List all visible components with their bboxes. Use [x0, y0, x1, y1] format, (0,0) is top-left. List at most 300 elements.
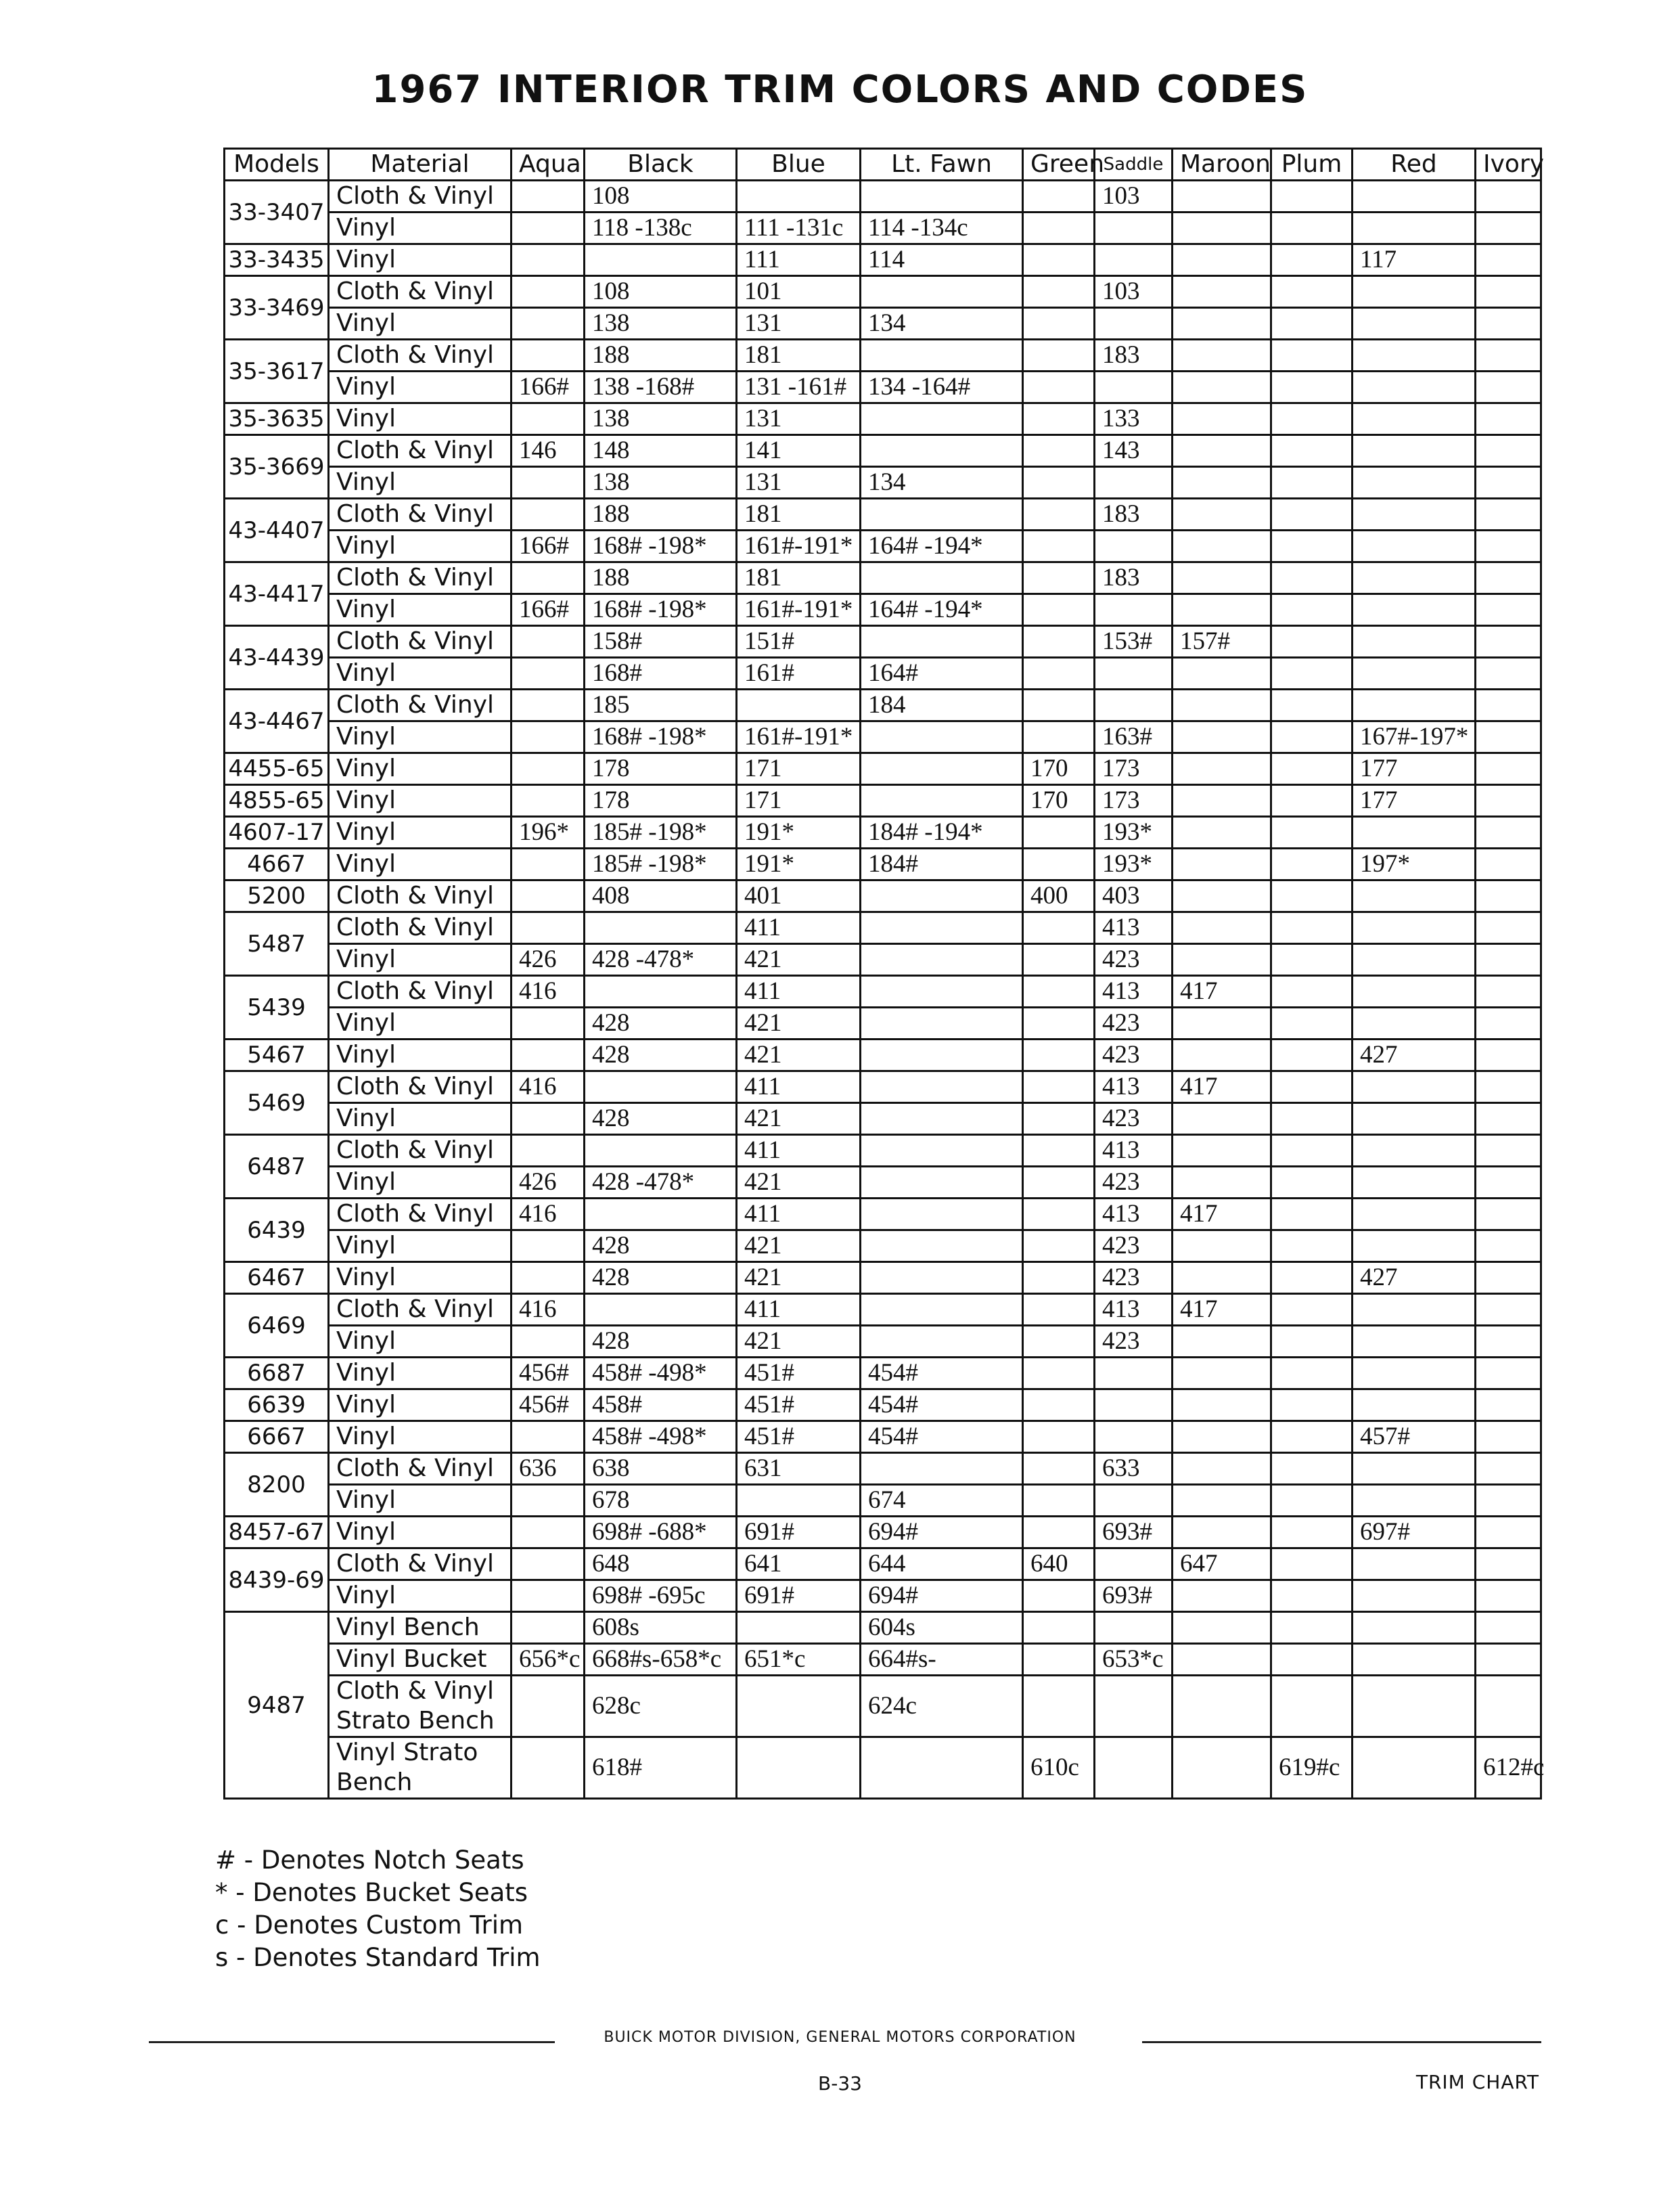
trim-code-cell [1095, 1676, 1173, 1737]
material-cell: Vinyl [329, 1230, 512, 1262]
trim-code-cell [861, 1199, 1023, 1230]
trim-code-cell: 413 [1095, 912, 1173, 944]
trim-code-cell: 413 [1095, 976, 1173, 1008]
trim-code-cell [861, 181, 1023, 213]
trim-code-cell: 668#s-658*c [585, 1644, 737, 1676]
trim-code-cell [1271, 372, 1353, 403]
trim-code-cell: 146 [512, 435, 585, 467]
trim-code-cell [1173, 1676, 1271, 1737]
trim-code-cell: 426 [512, 944, 585, 976]
trim-code-cell [1476, 1199, 1541, 1230]
trim-code-cell: 451# [737, 1421, 861, 1453]
trim-code-cell [512, 785, 585, 817]
table-row [225, 658, 1541, 690]
trim-code-cell [1271, 403, 1353, 435]
trim-code-cell [1476, 944, 1541, 976]
trim-code-cell [1271, 785, 1353, 817]
trim-code-cell [1023, 1612, 1095, 1644]
material-cell: Vinyl Bucket [329, 1644, 512, 1676]
trim-code-cell [1023, 1358, 1095, 1389]
trim-code-cell [1173, 1485, 1271, 1517]
trim-code-cell: 604s [861, 1612, 1023, 1644]
trim-code-cell [512, 308, 585, 340]
material-cell: Vinyl [329, 785, 512, 817]
trim-code-cell [1023, 1644, 1095, 1676]
trim-code-cell: 108 [585, 276, 737, 308]
trim-code-cell: 197* [1353, 849, 1476, 880]
trim-code-cell [1173, 531, 1271, 562]
table-row [225, 1485, 1541, 1517]
table-row [225, 1548, 1541, 1580]
trim-code-cell [861, 403, 1023, 435]
trim-code-cell [1173, 467, 1271, 499]
trim-code-cell: 118 -138c [585, 213, 737, 244]
trim-code-cell: 168# [585, 658, 737, 690]
trim-code-cell [737, 690, 861, 721]
trim-code-cell [512, 276, 585, 308]
material-cell: Vinyl Strato Bench [329, 1737, 512, 1799]
trim-code-cell: 610c [1023, 1737, 1095, 1799]
trim-code-cell: 423 [1095, 1326, 1173, 1358]
material-cell: Cloth & Vinyl [329, 499, 512, 531]
trim-code-cell: 423 [1095, 1167, 1173, 1199]
trim-code-cell: 451# [737, 1389, 861, 1421]
trim-code-cell: 177 [1353, 753, 1476, 785]
trim-code-cell [1173, 1421, 1271, 1453]
trim-code-cell: 698# -695c [585, 1580, 737, 1612]
legend-item-bucket-seats: * - Denotes Bucket Seats [215, 1878, 528, 1907]
trim-code-cell: 608s [585, 1612, 737, 1644]
trim-code-cell [737, 1737, 861, 1799]
material-cell: Cloth & Vinyl [329, 626, 512, 658]
trim-code-cell [1173, 1453, 1271, 1485]
trim-code-cell: 628c [585, 1676, 737, 1737]
trim-code-cell [1173, 276, 1271, 308]
trim-code-cell: 428 [585, 1040, 737, 1071]
trim-code-cell [1095, 1612, 1173, 1644]
trim-code-cell [1173, 1580, 1271, 1612]
legend-item-notch-seats: # - Denotes Notch Seats [215, 1846, 524, 1875]
trim-code-cell [585, 976, 737, 1008]
trim-code-cell: 131 [737, 403, 861, 435]
trim-code-cell [1476, 626, 1541, 658]
trim-code-cell [737, 1485, 861, 1517]
material-cell: Vinyl [329, 403, 512, 435]
trim-code-cell [1353, 1135, 1476, 1167]
model-cell: 35-3635 [225, 403, 329, 435]
trim-code-cell: 427 [1353, 1262, 1476, 1294]
trim-code-cell: 423 [1095, 1103, 1173, 1135]
trim-code-cell: 693# [1095, 1517, 1173, 1548]
trim-code-cell [1271, 1517, 1353, 1548]
trim-code-cell: 141 [737, 435, 861, 467]
trim-code-cell [1173, 785, 1271, 817]
trim-code-cell: 164# [861, 658, 1023, 690]
legend-item-standard-trim: s - Denotes Standard Trim [215, 1943, 541, 1972]
table-row [225, 1262, 1541, 1294]
trim-code-cell: 413 [1095, 1294, 1173, 1326]
table-row [225, 213, 1541, 244]
trim-code-cell [1476, 276, 1541, 308]
table-row [225, 1644, 1541, 1676]
model-cell: 5439 [225, 976, 329, 1040]
trim-code-cell: 131 [737, 467, 861, 499]
trim-code-cell [1271, 1103, 1353, 1135]
trim-code-cell [1173, 340, 1271, 372]
trim-code-cell: 413 [1095, 1199, 1173, 1230]
trim-code-cell [861, 435, 1023, 467]
trim-code-cell [1476, 880, 1541, 912]
trim-code-cell [1023, 372, 1095, 403]
trim-code-cell: 428 [585, 1103, 737, 1135]
trim-code-cell [512, 1485, 585, 1517]
trim-code-cell [1271, 976, 1353, 1008]
trim-code-cell [1173, 213, 1271, 244]
trim-code-cell [861, 880, 1023, 912]
model-cell: 4455-65 [225, 753, 329, 785]
table-row [225, 467, 1541, 499]
trim-code-cell [1476, 1294, 1541, 1326]
trim-code-cell [1271, 1326, 1353, 1358]
material-cell: Vinyl [329, 944, 512, 976]
trim-code-cell [1173, 1612, 1271, 1644]
trim-code-cell: 408 [585, 880, 737, 912]
trim-code-cell: 417 [1173, 1071, 1271, 1103]
trim-code-cell [1023, 1262, 1095, 1294]
trim-code-cell: 401 [737, 880, 861, 912]
trim-code-cell [1271, 1040, 1353, 1071]
trim-code-cell [1476, 785, 1541, 817]
trim-code-cell [512, 1517, 585, 1548]
trim-code-cell [1271, 721, 1353, 753]
trim-code-cell: 456# [512, 1358, 585, 1389]
trim-code-cell: 694# [861, 1517, 1023, 1548]
trim-code-cell [1353, 1644, 1476, 1676]
trim-code-cell: 678 [585, 1485, 737, 1517]
trim-code-cell [1173, 1262, 1271, 1294]
trim-code-cell: 411 [737, 1135, 861, 1167]
trim-code-cell [1271, 276, 1353, 308]
trim-code-cell [1271, 531, 1353, 562]
trim-code-cell: 454# [861, 1421, 1023, 1453]
trim-code-cell [861, 1326, 1023, 1358]
trim-code-cell: 458# -498* [585, 1358, 737, 1389]
trim-code-cell [1271, 1199, 1353, 1230]
legend-item-custom-trim: c - Denotes Custom Trim [215, 1911, 524, 1940]
section-label: TRIM CHART [1415, 2071, 1539, 2093]
trim-code-cell: 158# [585, 626, 737, 658]
trim-code-cell: 163# [1095, 721, 1173, 753]
model-cell: 5469 [225, 1071, 329, 1135]
trim-code-cell [1173, 1389, 1271, 1421]
trim-code-cell [737, 1612, 861, 1644]
table-row [225, 817, 1541, 849]
trim-code-cell [1173, 1103, 1271, 1135]
trim-code-cell [1023, 817, 1095, 849]
trim-code-cell: 633 [1095, 1453, 1173, 1485]
trim-code-cell [1476, 435, 1541, 467]
trim-code-cell [1271, 1135, 1353, 1167]
trim-code-cell [1023, 1040, 1095, 1071]
trim-code-cell [1353, 531, 1476, 562]
trim-code-cell [512, 1676, 585, 1737]
trim-code-cell [512, 499, 585, 531]
trim-code-cell [512, 912, 585, 944]
trim-code-cell [1271, 1612, 1353, 1644]
trim-code-cell [512, 880, 585, 912]
trim-code-cell [1023, 340, 1095, 372]
trim-code-cell [1476, 658, 1541, 690]
trim-code-cell: 428 -478* [585, 944, 737, 976]
trim-code-cell: 423 [1095, 1040, 1173, 1071]
trim-code-cell: 185# -198* [585, 849, 737, 880]
trim-code-cell [1476, 1326, 1541, 1358]
table-header-row [225, 149, 1541, 181]
material-cell: Cloth & Vinyl [329, 1548, 512, 1580]
model-cell: 6439 [225, 1199, 329, 1262]
trim-code-cell: 653*c [1095, 1644, 1173, 1676]
trim-code-cell [1023, 276, 1095, 308]
trim-code-cell [1476, 1421, 1541, 1453]
trim-code-cell: 423 [1095, 944, 1173, 976]
trim-code-cell: 164# -194* [861, 594, 1023, 626]
trim-table [223, 148, 1545, 1800]
trim-code-cell [1173, 1040, 1271, 1071]
trim-code-cell [512, 1612, 585, 1644]
trim-code-cell [1271, 1421, 1353, 1453]
trim-code-cell [512, 1421, 585, 1453]
trim-code-cell [1271, 1580, 1353, 1612]
trim-code-cell [1271, 912, 1353, 944]
trim-code-cell: 131 -161# [737, 372, 861, 403]
trim-code-cell [1023, 1167, 1095, 1199]
trim-code-cell [1476, 721, 1541, 753]
trim-code-cell [1023, 1580, 1095, 1612]
trim-code-cell: 114 [861, 244, 1023, 276]
trim-code-cell: 188 [585, 562, 737, 594]
material-cell: Cloth & Vinyl [329, 1071, 512, 1103]
trim-code-cell [1023, 1294, 1095, 1326]
table-row [225, 308, 1541, 340]
trim-code-cell: 184 [861, 690, 1023, 721]
trim-code-cell: 168# -198* [585, 531, 737, 562]
trim-code-cell [861, 976, 1023, 1008]
trim-code-cell: 638 [585, 1453, 737, 1485]
trim-code-cell: 193* [1095, 817, 1173, 849]
trim-code-cell: 421 [737, 1040, 861, 1071]
trim-code-cell [1173, 912, 1271, 944]
model-cell: 43-4417 [225, 562, 329, 626]
trim-code-cell [1476, 1008, 1541, 1040]
trim-code-cell [1023, 1230, 1095, 1262]
trim-code-cell [1476, 976, 1541, 1008]
model-cell: 6469 [225, 1294, 329, 1358]
trim-code-cell: 103 [1095, 276, 1173, 308]
trim-code-cell [1173, 1167, 1271, 1199]
material-cell: Vinyl [329, 1485, 512, 1517]
trim-code-cell: 457# [1353, 1421, 1476, 1453]
material-cell: Cloth & Vinyl [329, 1135, 512, 1167]
trim-code-cell: 640 [1023, 1548, 1095, 1580]
trim-code-cell [737, 1676, 861, 1737]
table-row [225, 1517, 1541, 1548]
table-row [225, 499, 1541, 531]
trim-code-cell: 191* [737, 849, 861, 880]
trim-code-cell: 143 [1095, 435, 1173, 467]
trim-code-cell [512, 1103, 585, 1135]
trim-code-cell [1023, 976, 1095, 1008]
table-row [225, 372, 1541, 403]
model-cell: 8457-67 [225, 1517, 329, 1548]
material-cell: Vinyl Bench [329, 1612, 512, 1644]
page-number: B-33 [818, 2072, 862, 2095]
trim-code-cell: 421 [737, 1262, 861, 1294]
trim-code-cell [1023, 181, 1095, 213]
trim-code-cell: 183 [1095, 499, 1173, 531]
trim-code-cell [861, 1135, 1023, 1167]
trim-code-cell [512, 658, 585, 690]
column-header: Material [329, 149, 512, 181]
model-cell: 33-3407 [225, 181, 329, 244]
trim-code-cell [1353, 690, 1476, 721]
trim-code-cell [861, 1040, 1023, 1071]
trim-code-cell: 428 [585, 1230, 737, 1262]
model-cell: 6687 [225, 1358, 329, 1389]
trim-code-cell: 166# [512, 531, 585, 562]
trim-code-cell [512, 753, 585, 785]
trim-code-cell [1271, 1167, 1353, 1199]
material-cell: Cloth & Vinyl [329, 1453, 512, 1485]
trim-code-cell [1476, 1071, 1541, 1103]
trim-code-cell [1476, 467, 1541, 499]
trim-code-cell [1271, 244, 1353, 276]
trim-code-cell [1353, 1612, 1476, 1644]
trim-code-cell: 417 [1173, 976, 1271, 1008]
trim-code-cell [1476, 562, 1541, 594]
trim-code-cell: 103 [1095, 181, 1173, 213]
model-cell: 5487 [225, 912, 329, 976]
material-cell: Cloth & Vinyl [329, 276, 512, 308]
column-header: Aqua [512, 149, 585, 181]
table-row [225, 1453, 1541, 1485]
trim-code-cell: 612#c [1476, 1737, 1541, 1799]
trim-code-cell [1023, 626, 1095, 658]
table-row [225, 1199, 1541, 1230]
trim-code-cell [1095, 531, 1173, 562]
trim-code-cell: 157# [1173, 626, 1271, 658]
trim-code-cell [1173, 658, 1271, 690]
trim-code-cell [861, 1294, 1023, 1326]
trim-code-cell [1173, 944, 1271, 976]
trim-code-cell [1173, 1737, 1271, 1799]
material-cell: Vinyl [329, 817, 512, 849]
trim-code-cell [1023, 1421, 1095, 1453]
trim-code-cell [1023, 467, 1095, 499]
trim-code-cell [1271, 1644, 1353, 1676]
trim-code-cell: 648 [585, 1548, 737, 1580]
trim-code-cell [1023, 562, 1095, 594]
trim-code-cell: 131 [737, 308, 861, 340]
model-cell: 35-3617 [225, 340, 329, 403]
material-cell: Cloth & Vinyl [329, 562, 512, 594]
trim-code-cell [1476, 753, 1541, 785]
trim-code-cell [512, 1230, 585, 1262]
trim-code-cell [1023, 721, 1095, 753]
table-row [225, 1580, 1541, 1612]
trim-code-cell: 161#-191* [737, 721, 861, 753]
trim-code-cell [1476, 690, 1541, 721]
trim-code-cell [861, 1103, 1023, 1135]
trim-code-cell [1271, 1071, 1353, 1103]
trim-code-cell [1476, 213, 1541, 244]
trim-code-cell [1095, 1389, 1173, 1421]
trim-code-cell [1476, 244, 1541, 276]
trim-code-cell: 403 [1095, 880, 1173, 912]
table-row [225, 531, 1541, 562]
model-cell: 4667 [225, 849, 329, 880]
trim-code-cell [1095, 658, 1173, 690]
material-cell: Vinyl [329, 1262, 512, 1294]
trim-code-cell [1173, 562, 1271, 594]
trim-code-cell: 181 [737, 340, 861, 372]
trim-code-cell: 421 [737, 1167, 861, 1199]
trim-code-cell: 166# [512, 372, 585, 403]
trim-code-cell [512, 1008, 585, 1040]
model-cell: 5467 [225, 1040, 329, 1071]
trim-code-cell: 181 [737, 499, 861, 531]
model-cell: 43-4439 [225, 626, 329, 690]
trim-code-cell [1476, 531, 1541, 562]
trim-code-cell [1476, 1517, 1541, 1548]
column-header: Maroon [1173, 149, 1271, 181]
trim-code-cell: 184# [861, 849, 1023, 880]
trim-code-cell [512, 1135, 585, 1167]
trim-code-cell [512, 181, 585, 213]
trim-code-cell [1023, 944, 1095, 976]
material-cell: Vinyl [329, 594, 512, 626]
material-cell: Vinyl [329, 467, 512, 499]
trim-code-cell: 178 [585, 785, 737, 817]
trim-code-cell: 138 [585, 403, 737, 435]
trim-code-cell [1271, 944, 1353, 976]
trim-code-cell [1095, 594, 1173, 626]
trim-code-cell [1476, 1103, 1541, 1135]
model-cell: 4855-65 [225, 785, 329, 817]
trim-code-cell [1353, 499, 1476, 531]
trim-code-cell [512, 340, 585, 372]
trim-code-cell [512, 1262, 585, 1294]
trim-code-cell [1353, 181, 1476, 213]
table-row [225, 880, 1541, 912]
trim-code-cell: 423 [1095, 1008, 1173, 1040]
trim-code-cell [1023, 1389, 1095, 1421]
trim-code-cell [1353, 213, 1476, 244]
trim-code-cell [1271, 435, 1353, 467]
trim-code-cell: 134 -164# [861, 372, 1023, 403]
trim-code-cell: 674 [861, 1485, 1023, 1517]
trim-code-cell [1271, 1294, 1353, 1326]
trim-code-cell [1353, 1294, 1476, 1326]
trim-code-cell: 644 [861, 1548, 1023, 1580]
trim-code-cell [1271, 1548, 1353, 1580]
table-row [225, 276, 1541, 308]
trim-code-cell: 196* [512, 817, 585, 849]
trim-code-cell [1271, 626, 1353, 658]
trim-code-cell [1095, 690, 1173, 721]
trim-code-cell [1095, 308, 1173, 340]
material-cell: Vinyl [329, 1040, 512, 1071]
trim-code-cell [1476, 1135, 1541, 1167]
